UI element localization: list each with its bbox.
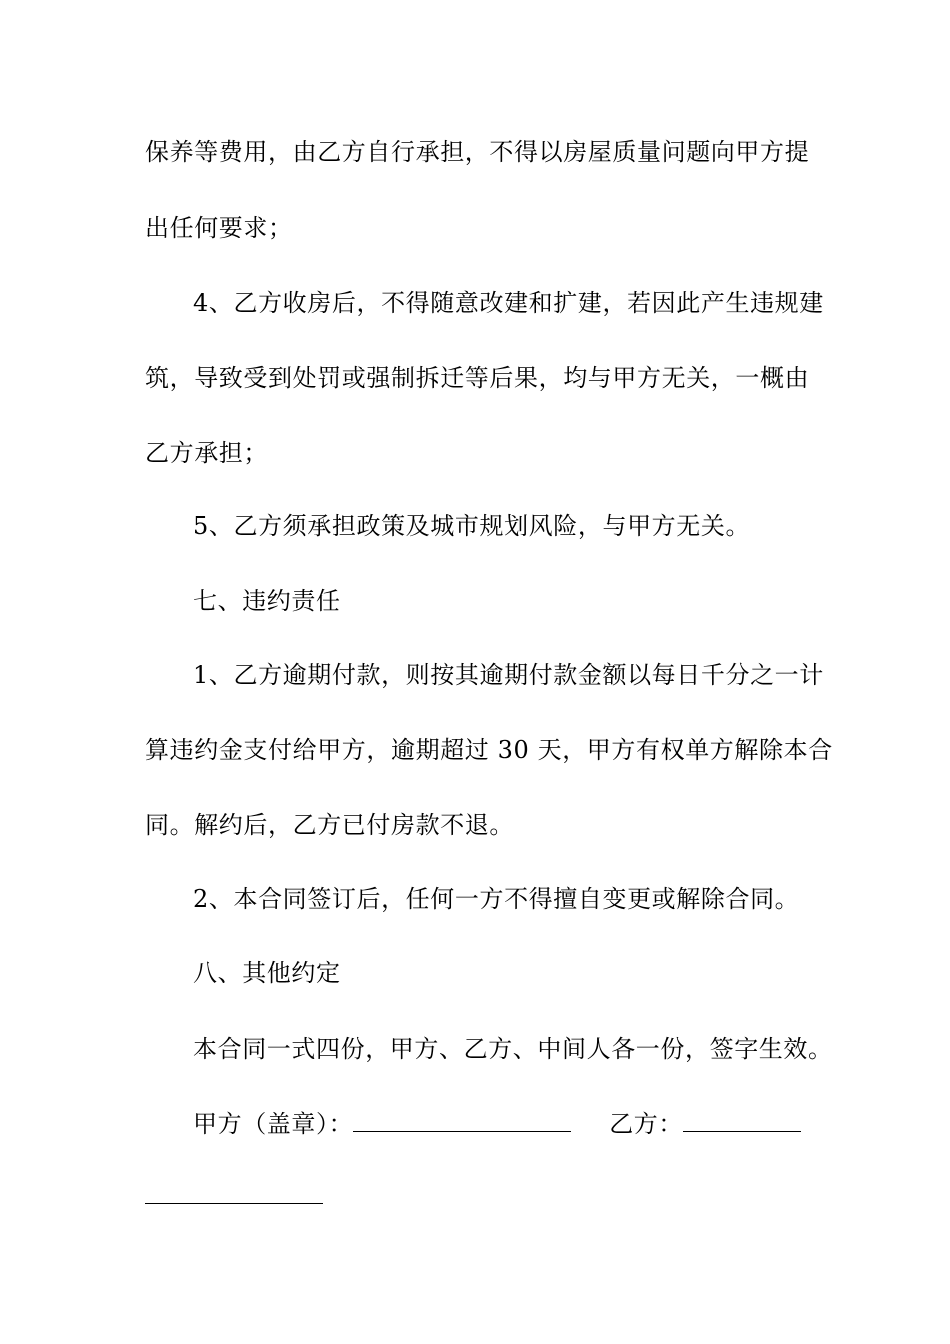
- party-b-signature-line: [683, 1111, 801, 1132]
- clause-1-line: 1、乙方逾期付款，则按其逾期付款金额以每日千分之一计: [193, 661, 824, 689]
- party-a-label: 甲方（盖章）：: [193, 1110, 354, 1138]
- clause-2-line: 2、本合同签订后，任何一方不得擅自变更或解除合同。: [193, 885, 800, 913]
- copies-statement: 本合同一式四份，甲方、乙方、中间人各一份，签字生效。: [193, 1035, 833, 1063]
- clause-5-line: 5、乙方须承担政策及城市规划风险，与甲方无关。: [193, 512, 751, 540]
- signature-continuation-line: [145, 1203, 323, 1204]
- party-a-signature-line: [353, 1111, 571, 1132]
- paragraph-line: 算违约金支付给甲方，逾期超过 30 天，甲方有权单方解除本合: [145, 736, 833, 764]
- section-heading-breach: 七、违约责任: [193, 587, 341, 615]
- paragraph-line: 筑，导致受到处罚或强制拆迁等后果，均与甲方无关，一概由: [145, 364, 810, 392]
- paragraph-line: 同。解约后，乙方已付房款不退。: [145, 811, 514, 839]
- paragraph-line: 保养等费用，由乙方自行承担，不得以房屋质量问题向甲方提: [145, 138, 810, 166]
- section-heading-other: 八、其他约定: [193, 959, 341, 987]
- party-b-label: 乙方：: [609, 1110, 684, 1138]
- paragraph-line: 出任何要求；: [145, 214, 293, 242]
- signature-row: [193, 1108, 813, 1140]
- paragraph-line: 乙方承担；: [145, 439, 268, 467]
- clause-4-line: 4、乙方收房后，不得随意改建和扩建，若因此产生违规建: [193, 289, 824, 317]
